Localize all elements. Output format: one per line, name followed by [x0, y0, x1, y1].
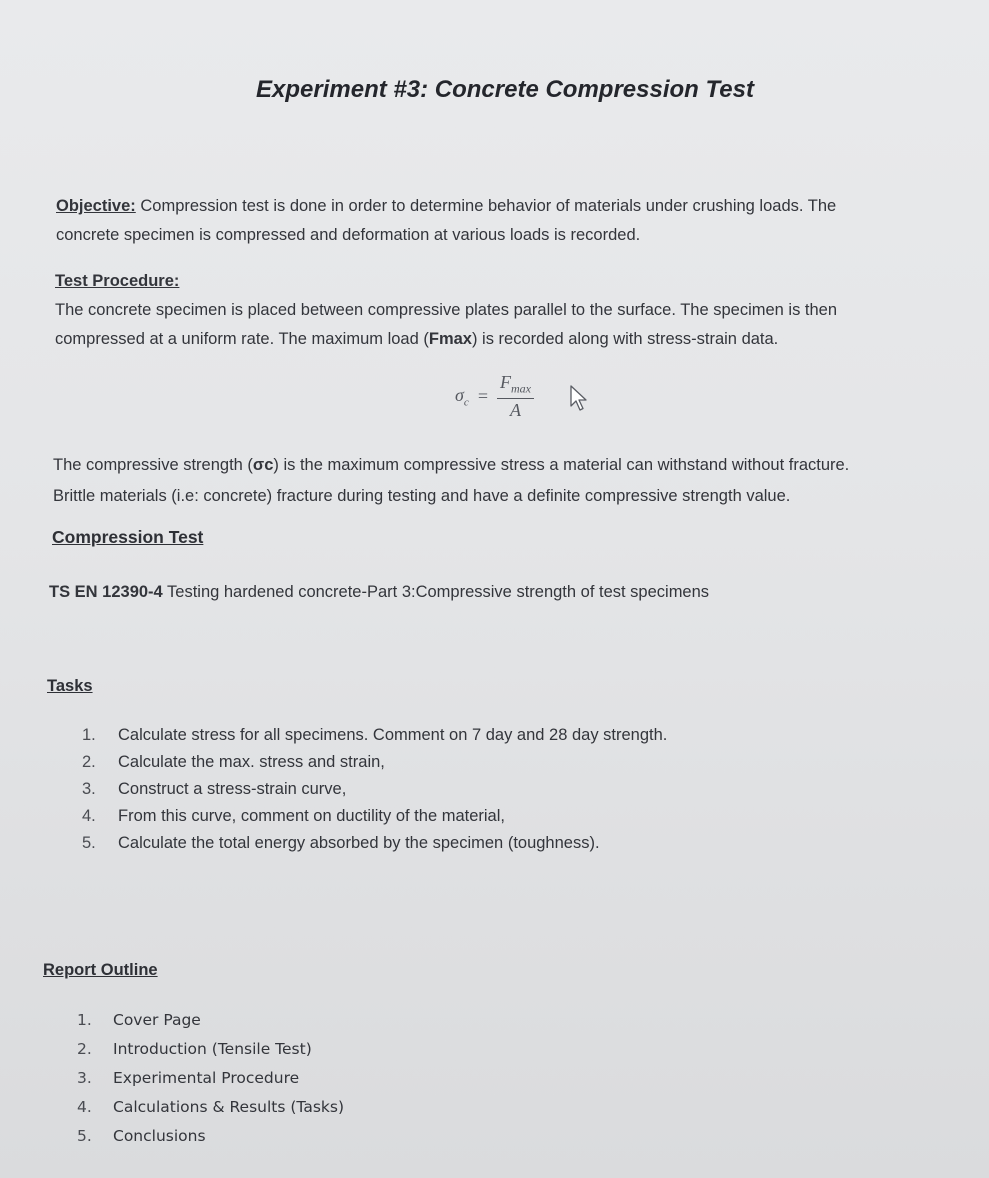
strength-line-1-end: ) is the maximum compressive stress a material can withstand without fracture. [273, 456, 850, 474]
strength-line-1-start: The compressive strength ( [53, 456, 253, 474]
report-number: 2. [77, 1039, 92, 1058]
objective-label: Objective: [56, 197, 136, 215]
objective-text-1: Compression test is done in order to determine behavior of materials under crushing loads. The [135, 197, 837, 215]
report-item [77, 1034, 344, 1063]
standard-text: Testing hardened concrete-Part 3:Compressive strength of test specimens [162, 583, 710, 601]
task-number: 5. [82, 834, 96, 852]
report-text: Calculations & Results (Tasks) [113, 1097, 345, 1116]
objective-line-1 [56, 192, 836, 221]
procedure-line-1: The concrete specimen is placed between compressive plates parallel to the surface. The specimen is then [55, 301, 838, 319]
procedure-line-2 [55, 325, 837, 354]
task-number: 4. [82, 807, 96, 825]
report-text: Conclusions [113, 1126, 206, 1145]
report-item [77, 1063, 344, 1092]
report-item [77, 1092, 344, 1121]
formula-equals: = [476, 385, 489, 406]
report-number: 1. [77, 1010, 92, 1029]
formula-fraction [497, 372, 534, 421]
strength-line-1 [53, 450, 849, 481]
task-text: Construct a stress-strain curve, [118, 780, 347, 798]
fmax-symbol: Fmax [428, 330, 472, 348]
task-text: Calculate the total energy absorbed by the specimen (toughness). [118, 834, 600, 852]
task-item [82, 722, 667, 749]
tasks-heading: Tasks [47, 677, 93, 695]
objective-paragraph [56, 192, 836, 250]
report-outline-list [77, 1005, 344, 1150]
report-item [77, 1121, 344, 1150]
standard-line [49, 578, 709, 607]
task-text: Calculate the max. stress and strain, [118, 753, 385, 771]
task-number: 1. [82, 726, 96, 744]
task-item [82, 776, 667, 803]
report-number: 3. [77, 1068, 92, 1087]
task-item [82, 803, 667, 830]
report-text: Introduction (Tensile Test) [113, 1039, 312, 1058]
strength-paragraph [53, 450, 849, 512]
mouse-pointer-icon [570, 385, 588, 411]
formula-denominator: A [509, 399, 521, 420]
tasks-list [82, 722, 667, 857]
report-text: Experimental Procedure [113, 1068, 300, 1087]
sigma-c-symbol: σc [252, 456, 274, 474]
report-text: Cover Page [113, 1010, 201, 1029]
report-outline-heading: Report Outline [43, 961, 158, 979]
procedure-section [55, 267, 837, 354]
report-number: 4. [77, 1097, 92, 1116]
standard-code: TS EN 12390-4 [49, 583, 163, 601]
stress-formula [455, 372, 534, 421]
task-number: 3. [82, 780, 96, 798]
report-item [77, 1005, 344, 1034]
formula-lhs: $\sigma_c$ [455, 384, 469, 409]
report-number: 5. [77, 1126, 92, 1145]
compression-test-heading: Compression Test [52, 527, 204, 547]
procedure-line-2-start: compressed at a uniform rate. The maximum load ( [55, 330, 429, 348]
formula-numerator: $F_{max}$ [497, 372, 534, 399]
procedure-heading: Test Procedure: [55, 272, 180, 290]
task-number: 2. [82, 753, 96, 771]
strength-line-2: Brittle materials (i.e: concrete) fracture during testing and have a definite compressive strength value. [53, 487, 791, 505]
task-text: Calculate stress for all specimens. Comment on 7 day and 28 day strength. [118, 726, 668, 744]
procedure-line-2-end: ) is recorded along with stress-strain data. [471, 330, 779, 348]
objective-line-2: concrete specimen is compressed and deformation at various loads is recorded. [56, 226, 641, 244]
document-title: Experiment #3: Concrete Compression Test [256, 76, 754, 103]
task-item [82, 830, 667, 857]
task-item [82, 749, 667, 776]
task-text: From this curve, comment on ductility of the material, [118, 807, 505, 825]
